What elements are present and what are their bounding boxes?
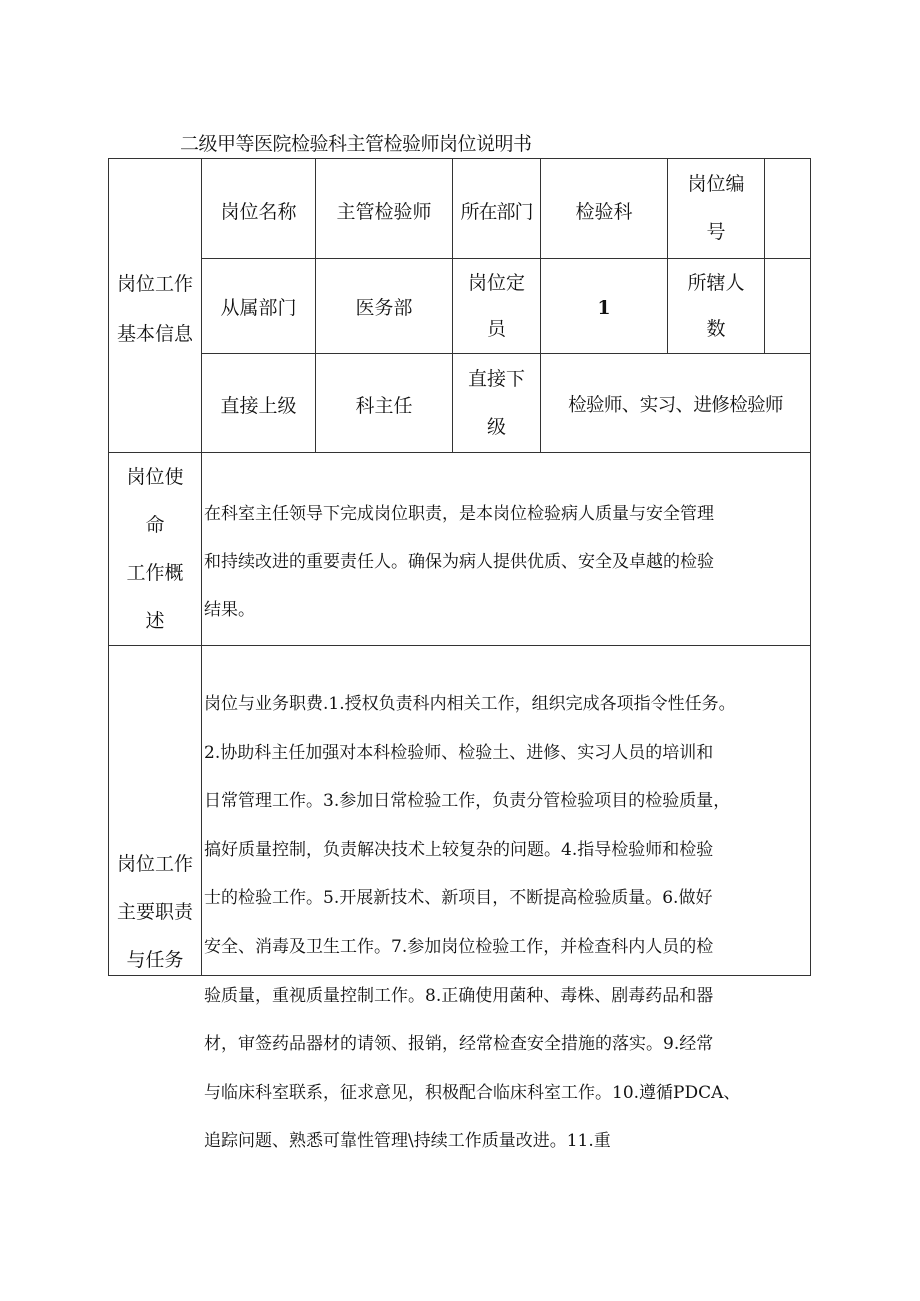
duties-line-7: 验质量，重视质量控制工作。8.正确使用菌种、毒株、剧毒药品和器 [204,985,714,1006]
job-code-key-line1: 岗位编 [687,173,745,195]
section-divider-2 [108,645,811,646]
headcount-key-line1: 岗位定 [467,272,525,294]
duties-label-line3: 与任务 [126,949,184,971]
mission-line-1: 在科室主任领导下完成岗位职责，是本岗位检验病人质量与安全管理 [204,504,714,524]
mission-text [204,490,808,634]
job-code-key-line2: 号 [706,221,726,243]
duties-line-10: 追踪问题、熟悉可靠性管理\持续工作质量改进。11.重 [204,1131,611,1152]
parent-dept-value: 医务部 [355,297,413,319]
duties-line-1: 岗位与业务职费.1.授权负责科内相关工作，组织完成各项指令性任务。 [204,694,736,714]
direct-subordinate-value: 检验师、实习、进修检验师 [568,395,783,416]
job-name-value: 主管检验师 [336,201,432,223]
duties-label-line1: 岗位工作 [116,853,193,875]
mission-label-line2: 命 [145,514,165,536]
mission-line-2: 和持续改进的重要责任人。确保为病人提供优质、安全及卓越的检验 [204,552,714,572]
mission-line-3: 结果。 [204,600,255,620]
subordinates-count-key-line2: 数 [706,318,726,340]
direct-superior-key: 直接上级 [220,395,297,417]
duties-label-line2: 主要职责 [116,901,193,923]
table-border-right [810,158,811,976]
duties-line-9: 与临床科室联系，征求意见，积极配合临床科室工作。10.遵循PDCA、 [204,1082,741,1103]
duties-line-5: 士的检验工作。5.开展新技术、新项目，不断提高检验质量。6.做好 [204,888,713,909]
duties-line-3: 日常管理工作。3.参加日常检验工作，负责分管检验项目的检验质量， [204,791,731,812]
basic-info-label-line2: 基本信息 [116,323,193,345]
department-value: 检验科 [575,201,633,223]
duties-line-8: 材，审签药品器材的请领、报销，经常检查安全措施的落实。9.经常 [204,1034,714,1055]
section-divider-1 [108,452,811,453]
basic-info-label-line1: 岗位工作 [116,273,193,295]
duties-line-6: 安全、消毒及卫生工作。7.参加岗位检验工作，并检查科内人员的检 [204,936,714,957]
document-title: 二级甲等医院检验科主管检验师岗位说明书 [180,133,532,155]
headcount-value: 1 [597,297,611,319]
headcount-key-line2: 员 [486,318,506,340]
subordinates-count-key-line1: 所辖人 [687,272,745,294]
duties-line-4: 搞好质量控制，负责解决技术上较复杂的问题。4.指导检验师和检验 [204,839,714,860]
duties-line-2: 2.协助科主任加强对本科检验师、检验土、进修、实习人员的培训和 [204,742,714,763]
direct-subordinate-key-line1: 直接下 [467,368,525,390]
direct-subordinate-key [453,354,540,452]
duties-text [204,680,808,1166]
basic-info-label [109,255,201,363]
subordinates-count-key [668,259,764,353]
mission-label-line3: 工作概 [126,562,184,584]
parent-dept-key: 从属部门 [220,297,297,319]
mission-label-line1: 岗位使 [126,466,184,488]
duties-label [109,840,201,990]
headcount-key [453,259,540,353]
job-code-key [668,158,764,258]
col-divider-5 [764,158,765,354]
direct-superior-value: 科主任 [355,395,413,417]
department-key: 所在部门 [460,201,533,223]
mission-label [109,453,201,645]
direct-subordinate-key-line2: 级 [486,416,506,438]
job-name-key: 岗位名称 [220,201,297,223]
mission-label-line4: 述 [145,610,165,632]
